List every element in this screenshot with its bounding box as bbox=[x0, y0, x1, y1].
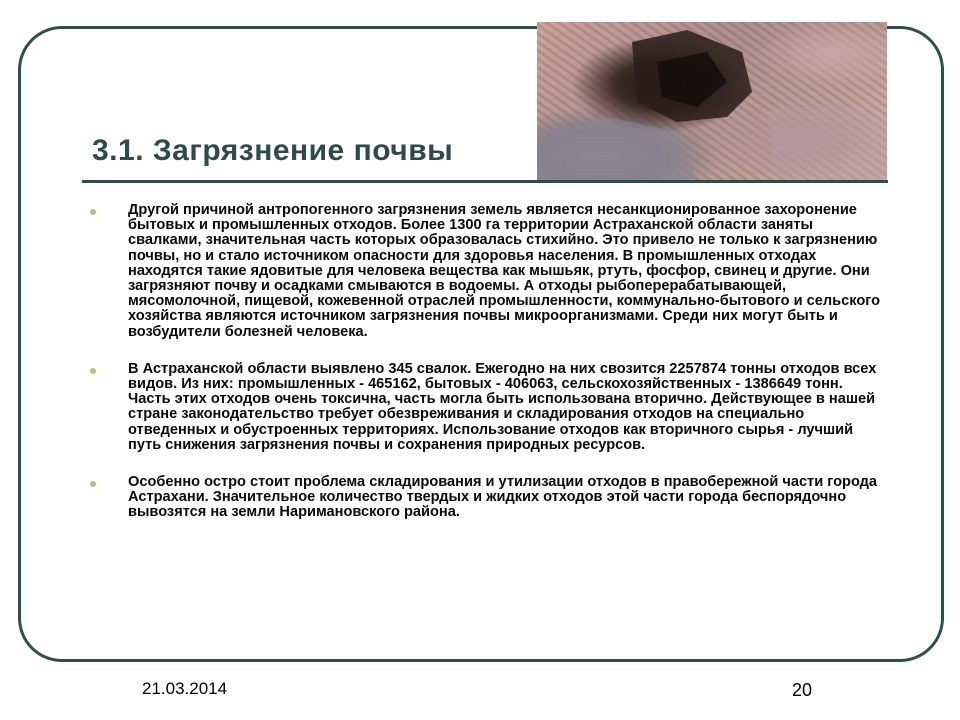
paragraph-text: Другой причиной антропогенного загрязнения земель является несанкционированное захоронение бытовых и промышленных отходов. Более 1300 га территории Астраханской области заняты свалками, значительная часть которых образовалась стихийно. Это привело не только к загрязнению почвы, но и стало источником опасности для здоровья населения. В промышленных отходах находятся такие ядовитые для человека вещества как мышьяк, ртуть, фосфор, свинец и другие. Они загрязняют почву и осадками смываются в водоемы. А отходы рыбоперерабатывающей, мясомолочной, пищевой, кожевенной отраслей промышленности, коммунально-бытового и сельского хозяйства являются источником загрязнения почвы микроорганизмами. Среди них могут быть и возбудители болезней человека. bbox=[128, 202, 881, 340]
paragraph-text: Особенно остро стоит проблема складирования и утилизации отходов в правобережной части города Астрахани. Значительное количество твердых и жидких отходов этой части города беспорядочно вывозятся на земли Наримановского района. bbox=[128, 474, 878, 521]
title-underline bbox=[82, 180, 888, 183]
bullet-dot-icon bbox=[90, 368, 96, 374]
list-item bbox=[90, 203, 885, 340]
soil-photo-texture bbox=[537, 22, 887, 180]
soil-photo bbox=[537, 22, 887, 180]
bullet-list bbox=[90, 203, 885, 521]
bullet-dot-icon bbox=[90, 481, 96, 487]
paragraph-text: В Астраханской области выявлено 345 свалок. Ежегодно на них свозится 2257874 тонны отходов всех видов. Из них: промышленных - 465162, бытовых - 406063, сельскохозяйственных - 1386649 тонн. Часть этих отходов очень токсична, часть могла быть использована вторично. Действующее в нашей стране законодательство требует обезвреживания и складирования отходов на специально отведенных и обустроенных территориях. Использование отходов как вторичного сырья - лучший путь снижения загрязнения почвы и сохранения природных ресурсов. bbox=[128, 360, 877, 453]
gray-patch bbox=[537, 117, 697, 180]
pink-patch bbox=[767, 102, 887, 180]
list-item bbox=[90, 362, 885, 453]
slide-title: 3.1. Загрязнение почвы bbox=[92, 134, 454, 167]
footer-date: 21.03.2014 bbox=[142, 679, 228, 698]
list-item bbox=[90, 475, 885, 521]
page-number: 20 bbox=[792, 680, 813, 700]
bullet-dot-icon bbox=[90, 209, 96, 215]
